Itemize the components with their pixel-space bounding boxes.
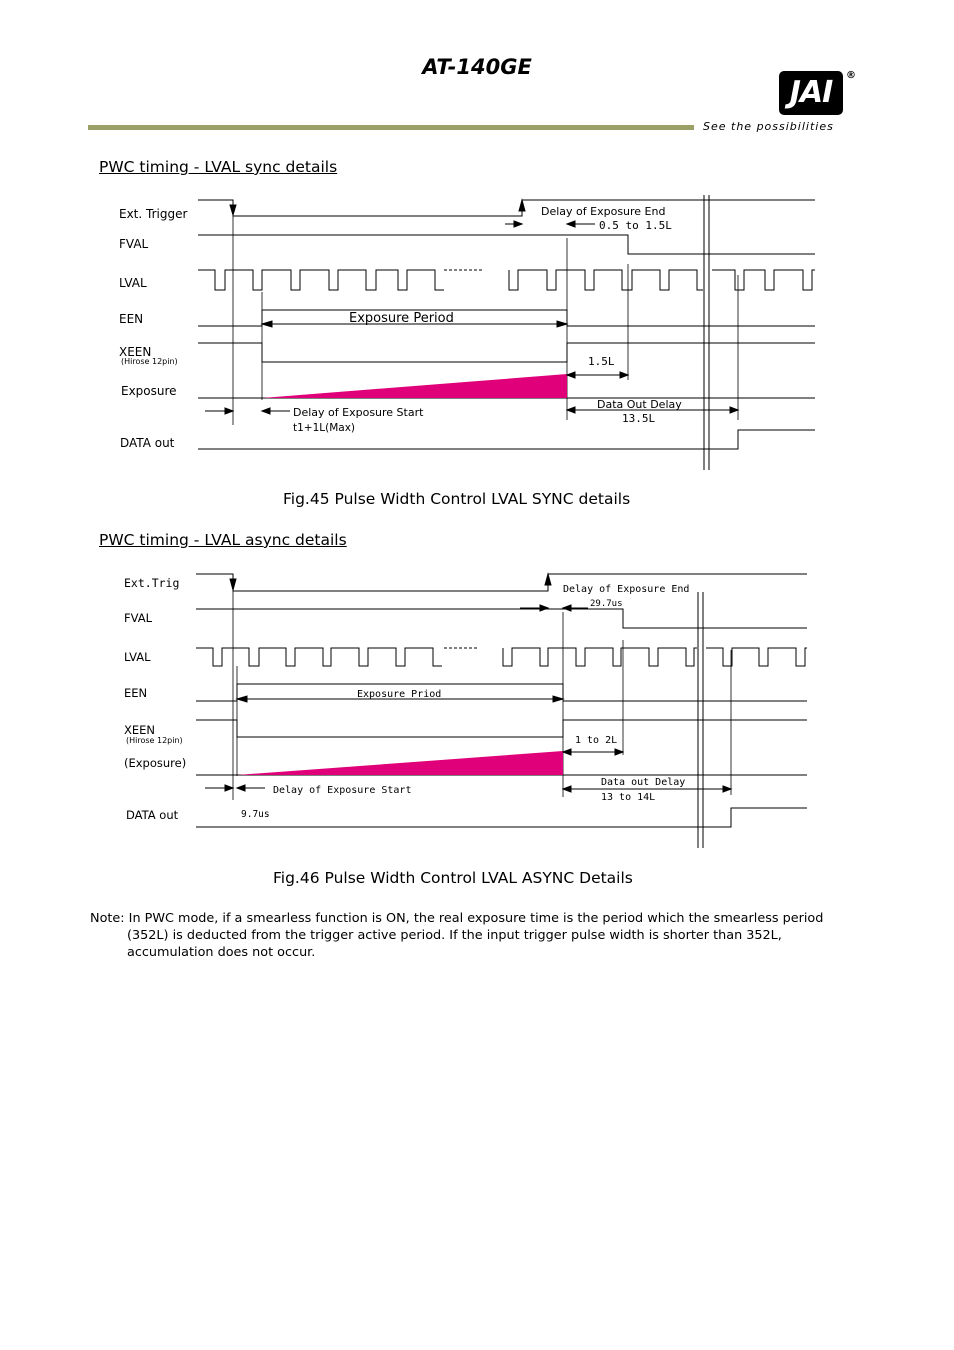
delay-exposure-start-label-async: Delay of Exposure Start (273, 785, 412, 796)
delay-exposure-start-value-async: 9.7us (241, 809, 270, 820)
label-xeen: XEEN (119, 345, 152, 359)
label-lval-async: LVAL (124, 650, 151, 664)
xeen-delay-value: 1.5L (588, 355, 615, 368)
lval-async-signal (196, 648, 807, 666)
delay-exposure-end-label: Delay of Exposure End (541, 205, 666, 218)
exposure-ramp-async (237, 751, 563, 775)
tagline: See the possibilities (703, 120, 834, 133)
jai-logo: JAI (779, 71, 843, 115)
note-line-3: accumulation does not occur. (127, 945, 316, 960)
delay-exposure-end-label-async: Delay of Exposure End (563, 584, 690, 595)
delay-exposure-start-label: Delay of Exposure Start (293, 406, 424, 419)
smearless-note (90, 910, 850, 961)
delay-exposure-end-value-async: 29.7us (590, 599, 623, 609)
label-exposure-async: (Exposure) (124, 756, 187, 770)
label-xeen-async: XEEN (124, 723, 156, 737)
delay-exposure-end-value: 0.5 to 1.5L (599, 219, 672, 232)
async-section-heading: PWC timing - LVAL async details (99, 531, 347, 549)
fig45-caption: Fig.45 Pulse Width Control LVAL SYNC details (283, 490, 631, 508)
label-data-out-async: DATA out (126, 808, 179, 822)
sync-section-heading: PWC timing - LVAL sync details (99, 158, 338, 176)
label-een-async: EEN (124, 686, 148, 700)
note-line-1: Note: In PWC mode, if a smearless function is ON, the real exposure time is the period which the smearless period (90, 911, 824, 926)
data-out-delay-label-async: Data out Delay (601, 777, 686, 788)
data-out-delay-value-async: 13 to 14L (601, 792, 656, 803)
xeen-sub-label: (Hirose 12pin) (121, 357, 178, 366)
label-lval: LVAL (119, 276, 147, 290)
label-fval: FVAL (119, 237, 149, 251)
fig46-caption: Fig.46 Pulse Width Control LVAL ASYNC Details (273, 869, 633, 887)
data-out-delay-value: 13.5L (622, 412, 656, 425)
note-line-2: (352L) is deducted from the trigger active period. If the input trigger pulse width is shorter than 352L, (127, 928, 782, 943)
exposure-period-label-async: Exposure Priod (357, 689, 442, 700)
label-fval-async: FVAL (124, 611, 153, 625)
label-exposure: Exposure (121, 384, 177, 398)
label-ext-trigger: Ext. Trigger (119, 207, 188, 221)
label-een: EEN (119, 312, 144, 326)
registered-mark: ® (846, 70, 856, 81)
delay-exposure-start-value: t1+1L(Max) (293, 422, 356, 434)
xeen-delay-value-async: 1 to 2L (575, 735, 618, 746)
xeen-sub-label-async: (Hirose 12pin) (126, 736, 183, 745)
data-out-delay-label: Data Out Delay (597, 398, 682, 411)
document-title: AT-140GE (422, 55, 532, 79)
exposure-period-label: Exposure Period (349, 311, 454, 326)
label-data-out: DATA out (120, 436, 175, 450)
label-ext-trig: Ext.Trig (124, 576, 180, 590)
